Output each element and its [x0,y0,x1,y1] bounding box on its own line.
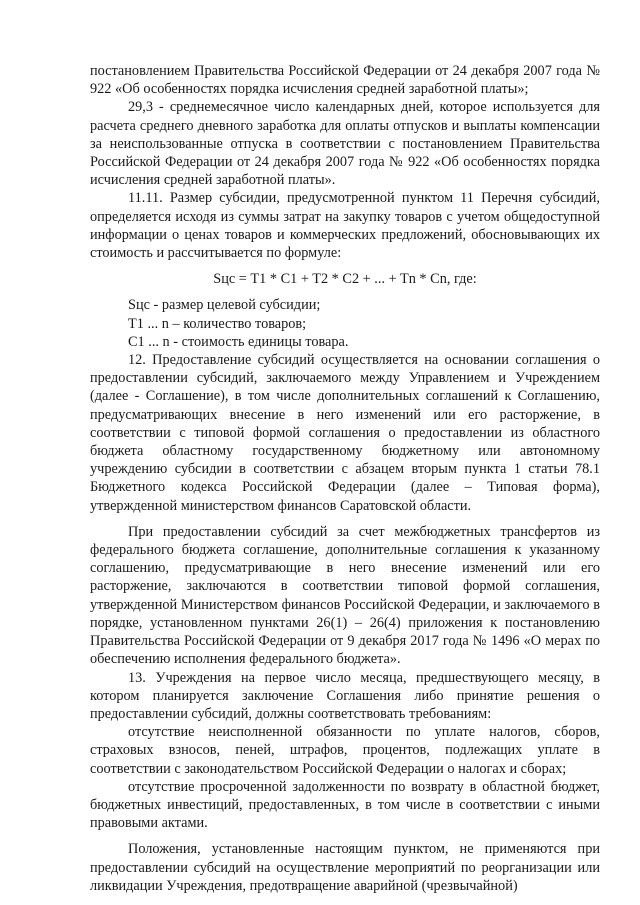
paragraph-exceptions: Положения, установленные настоящим пунктом, не применяются при предоставлении субсидий на осуществление мероприятий по реорганизации или ликвидации Учреждения, предотвращение аварийной (чрезвычайной) [90,841,600,894]
formula-definition-s: Sцс - размер целевой субсидии; [128,297,321,314]
requirement-no-tax-debt: отсутствие неисполненной обязанности по уплате налогов, сборов, страховых взносов, пеней, штрафов, процентов, подлежащих уплате в соответствии с законодательством Российской Федерации о налогах и сборах; [90,724,600,777]
formula-definition-c: C1 ... n - стоимость единицы товара. [128,333,349,350]
paragraph-12: 12. Предоставление субсидий осуществляется на основании соглашения о предоставлении субсидий, заключаемого между Управлением и Учреждением (далее - Соглашение), в том числе дополнительных соглашений к Соглашению, предусматривающих внесение в него изменений или его расторжение, в соответствии с типовой формой соглашения о предоставлении из областного бюджета областному государственному бюджетному или автономному учреждению субсидии в соответствии с абзацем вторым пункта 1 статьи 78.1 Бюджетного кодекса Российской Федерации (далее – Типовая форма), утвержденной министерством финансов Саратовской области. [90,352,600,514]
paragraph-29-3-definition: 29,3 - среднемесячное число календарных дней, которое используется для расчета среднего дневного заработка для оплаты отпусков и выплаты компенсации за неиспользованные отпуска в соответствии с постановлением Правительства Российской Федерации от 24 декабря 2007 года № 922 «Об особенностях порядка исчисления средней заработной платы». [90,99,600,189]
paragraph-13: 13. Учреждения на первое число месяца, предшествующего месяцу, в котором планируется заключение Соглашения либо принятие решения о предоставлении субсидий, должны соответствовать требованиям: [90,669,600,722]
subsidy-formula: Sцс = T1 * C1 + T2 * C2 + ... + Tn * Cn, где: [213,271,477,288]
formula-definition-t: T1 ... n – количество товаров; [128,315,307,332]
paragraph-11-11: 11.11. Размер субсидии, предусмотренной пунктом 11 Перечня субсидий, определяется исходя из суммы затрат на закупку товаров с учетом общедоступной информации о ценах товаров и коммерческих предложений, обосновывающих их стоимость и рассчитывается по формуле: [90,190,600,262]
requirement-no-overdue-debt: отсутствие просроченной задолженности по возврату в областной бюджет, бюджетных инвестиций, предоставленных, в том числе в соответствии с иными правовыми актами. [90,778,600,832]
document-body [90,62,600,895]
paragraph-continuation: постановлением Правительства Российской Федерации от 24 декабря 2007 года № 922 «Об особенностях порядка исчисления средней заработной платы»; [90,63,600,98]
paragraph-federal-transfers: При предоставлении субсидий за счет межбюджетных трансфертов из федерального бюджета соглашение, дополнительные соглашения к указанному соглашению, предусматривающие в него внесение изменений или его расторжение, заключаются в соответствии типовой формой соглашения, утвержденной Министерством финансов Российской Федерации, и заключаемого в порядке, установленном пунктами 26(1) – 26(4) приложения к постановлению Правительства Российской Федерации от 9 декабря 2017 года № 1496 «О мерах по обеспечению исполнения федерального бюджета». [90,523,600,668]
